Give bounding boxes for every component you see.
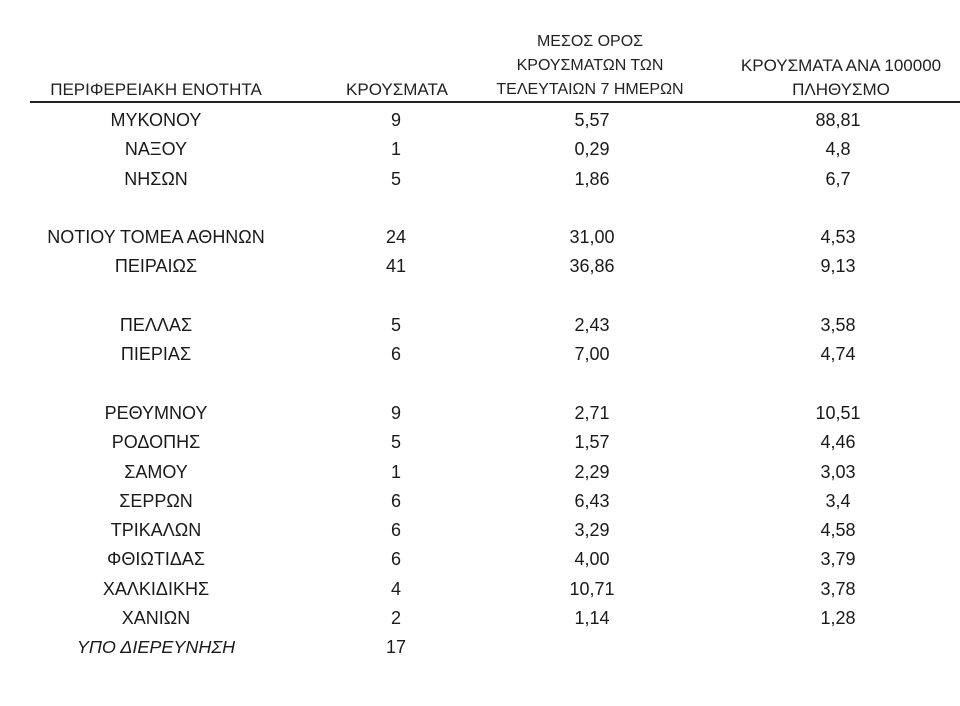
cell-cases: 9 — [390, 402, 401, 423]
table-row — [0, 399, 960, 428]
cell-per-100000: 9,13 — [820, 256, 856, 277]
header-avg-line-2: ΚΡΟΥΣΜΑΤΩΝ ΤΩΝ — [516, 57, 664, 74]
table-row — [0, 575, 960, 604]
cell-7day-average: 5,57 — [574, 110, 610, 130]
cell-region: ΥΠΟ ΔΙΕΡΕΥΝΗΣΗ — [76, 637, 236, 658]
cell-per-100000: 3,78 — [820, 578, 856, 599]
cell-per-100000: 4,8 — [825, 139, 851, 160]
cell-7day-average: 2,29 — [574, 461, 610, 482]
cell-per-100000: 4,58 — [820, 520, 856, 541]
cell-cases: 5 — [390, 168, 401, 189]
header-cases: ΚΡΟΥΣΜΑΤΑ — [346, 80, 448, 99]
cell-region: ΡΟΔΟΠΗΣ — [111, 432, 201, 453]
cell-region: ΤΡΙΚΑΛΩΝ — [110, 520, 202, 541]
table-spacer-row — [0, 194, 960, 223]
cell-per-100000: 4,74 — [820, 344, 856, 365]
cell-7day-average: 2,43 — [574, 315, 610, 336]
cell-cases: 4 — [390, 578, 401, 599]
header-avg-line-1: ΜΕΣΟΣ ΟΡΟΣ — [536, 33, 644, 50]
cell-cases: 6 — [390, 344, 401, 365]
table-row — [0, 458, 960, 487]
cell-7day-average: 4,00 — [574, 549, 610, 570]
cell-7day-average: 10,71 — [569, 578, 615, 599]
cell-region: ΝΗΣΩΝ — [124, 168, 188, 189]
table-row — [0, 604, 960, 633]
header-region: ΠΕΡΙΦΕΡΕΙΑΚΗ ΕΝΟΤΗΤΑ — [50, 80, 262, 99]
cell-cases: 1 — [390, 139, 401, 160]
cell-per-100000: 4,46 — [820, 432, 856, 453]
table-row — [0, 106, 960, 135]
cell-per-100000: 3,58 — [820, 315, 856, 336]
table-body — [0, 106, 960, 663]
cell-per-100000: 3,79 — [820, 549, 856, 570]
cell-region: ΝΑΞΟΥ — [124, 139, 188, 160]
table-spacer-row — [0, 370, 960, 399]
cell-7day-average: 7,00 — [574, 344, 610, 365]
cell-per-100000: 3,03 — [820, 461, 856, 482]
table-spacer-row — [0, 282, 960, 311]
cell-7day-average: 1,86 — [574, 168, 610, 189]
table-row — [0, 252, 960, 281]
cell-region: ΠΕΙΡΑΙΩΣ — [114, 256, 198, 277]
cell-7day-average: 0,29 — [574, 139, 610, 160]
cell-cases: 17 — [385, 637, 407, 658]
header-underline — [30, 101, 960, 103]
table-row — [0, 340, 960, 369]
cell-cases: 6 — [390, 549, 401, 570]
table-row — [0, 311, 960, 340]
table-row — [0, 135, 960, 164]
cell-7day-average: 1,14 — [574, 608, 610, 629]
table-row — [0, 516, 960, 545]
cell-region: ΠΙΕΡΙΑΣ — [120, 344, 192, 365]
cell-region: ΧΑΝΙΩΝ — [121, 608, 191, 629]
cell-region: ΠΕΛΛΑΣ — [119, 315, 193, 336]
cell-cases: 6 — [390, 490, 401, 511]
cell-region: ΧΑΛΚΙΔΙΚΗΣ — [102, 578, 210, 599]
cell-region: ΝΟΤΙΟΥ ΤΟΜΕΑ ΑΘΗΝΩΝ — [47, 227, 265, 248]
header-per-line-2: ΠΛΗΘΥΣΜΟ — [792, 80, 890, 99]
cell-region: ΜΥΚΟΝΟΥ — [110, 110, 202, 130]
table-row — [0, 545, 960, 574]
cell-cases: 41 — [385, 256, 407, 277]
cell-7day-average: 31,00 — [569, 227, 615, 248]
cell-7day-average: 3,29 — [574, 520, 610, 541]
cell-per-100000: 88,81 — [815, 110, 861, 130]
cell-cases: 5 — [390, 315, 401, 336]
cell-region: ΦΘΙΩΤΙΔΑΣ — [107, 549, 205, 570]
cell-region: ΡΕΘΥΜΝΟΥ — [104, 402, 208, 423]
cell-7day-average: 6,43 — [574, 490, 610, 511]
header-per-100000 — [722, 54, 960, 102]
cell-7day-average: 36,86 — [569, 256, 615, 277]
cell-per-100000: 6,7 — [825, 168, 851, 189]
cell-cases: 1 — [390, 461, 401, 482]
cell-region: ΣΑΜΟΥ — [124, 461, 188, 482]
cell-cases: 6 — [390, 520, 401, 541]
cell-per-100000: 10,51 — [815, 402, 861, 423]
cell-per-100000: 4,53 — [820, 227, 856, 248]
cell-7day-average: 1,57 — [574, 432, 610, 453]
table-row — [0, 428, 960, 457]
cell-7day-average: 2,71 — [574, 402, 610, 423]
cell-region: ΣΕΡΡΩΝ — [119, 490, 193, 511]
cell-cases: 5 — [390, 432, 401, 453]
table-row — [0, 487, 960, 516]
header-avg-line-3: ΤΕΛΕΥΤΑΙΩΝ 7 ΗΜΕΡΩΝ — [496, 81, 684, 98]
header-7day-average — [484, 30, 696, 102]
table-row — [0, 633, 960, 662]
cell-per-100000: 1,28 — [820, 608, 856, 629]
table-row — [0, 223, 960, 252]
cell-cases: 2 — [390, 608, 401, 629]
cell-cases: 9 — [390, 110, 401, 130]
cell-per-100000: 3,4 — [825, 490, 851, 511]
header-per-line-1: ΚΡΟΥΣΜΑΤΑ ΑΝΑ 100000 — [740, 56, 942, 75]
table-row — [0, 165, 960, 194]
cell-cases: 24 — [385, 227, 407, 248]
